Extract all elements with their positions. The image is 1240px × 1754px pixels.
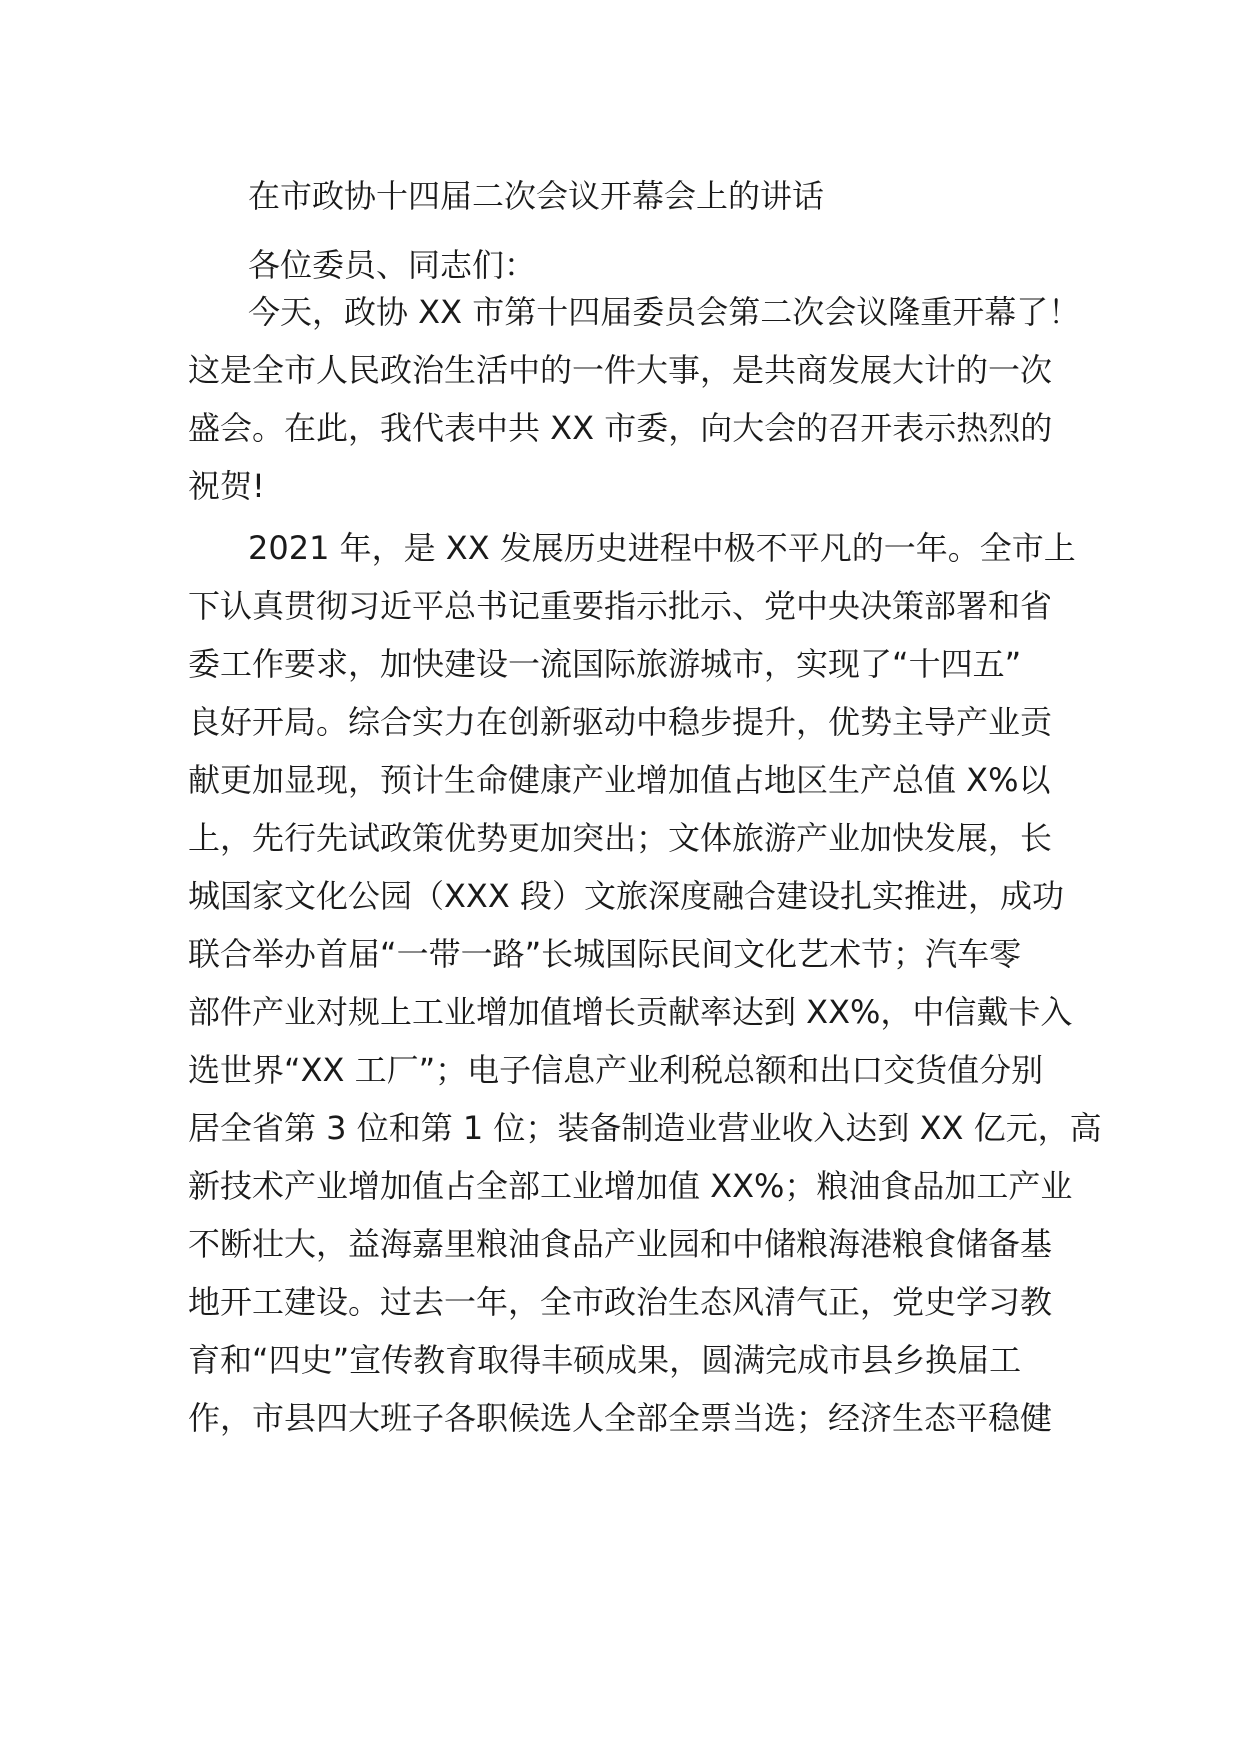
paragraph-2-line: 居全省第 3 位和第 1 位；装备制造业营业收入达到 XX 亿元，高 xyxy=(188,1109,1102,1147)
paragraph-1-line: 盛会。在此，我代表中共 XX 市委，向大会的召开表示热烈的 xyxy=(188,409,1053,447)
paragraph-2-line: 2021 年，是 XX 发展历史进程中极不平凡的一年。全市上 xyxy=(248,529,1076,567)
paragraph-2-line: 城国家文化公园（XXX 段）文旅深度融合建设扎实推进，成功 xyxy=(188,877,1064,915)
paragraph-2-line: 委工作要求，加快建设一流国际旅游城市，实现了“十四五” xyxy=(188,645,1022,683)
paragraph-2-line: 良好开局。综合实力在创新驱动中稳步提升，优势主导产业贡 xyxy=(188,703,1053,741)
paragraph-2-line: 部件产业对规上工业增加值增长贡献率达到 XX%，中信戴卡入 xyxy=(188,993,1073,1031)
paragraph-2-line: 作，市县四大班子各职候选人全部全票当选；经济生态平稳健 xyxy=(188,1399,1053,1437)
paragraph-2-line: 地开工建设。过去一年，全市政治生态风清气正，党史学习教 xyxy=(188,1283,1053,1321)
paragraph-2-line: 献更加显现，预计生命健康产业增加值占地区生产总值 X%以 xyxy=(188,761,1051,799)
paragraph-2-line: 不断壮大，益海嘉里粮油食品产业园和中储粮海港粮食储备基 xyxy=(188,1225,1053,1263)
paragraph-2-line: 上，先行先试政策优势更加突出；文体旅游产业加快发展，长 xyxy=(188,819,1053,857)
paragraph-2-line: 下认真贯彻习近平总书记重要指示批示、党中央决策部署和省 xyxy=(188,587,1053,625)
paragraph-1-line: 这是全市人民政治生活中的一件大事，是共商发展大计的一次 xyxy=(188,351,1053,389)
salutation: 各位委员、同志们： xyxy=(248,246,537,284)
paragraph-1-line: 祝贺! xyxy=(188,467,265,505)
paragraph-2-line: 育和“四史”宣传教育取得丰硕成果，圆满完成市县乡换届工 xyxy=(188,1341,1022,1379)
paragraph-2-line: 联合举办首届“一带一路”长城国际民间文化艺术节；汽车零 xyxy=(188,935,1022,973)
paragraph-2-line: 选世界“XX 工厂”；电子信息产业利税总额和出口交货值分别 xyxy=(188,1051,1044,1089)
paragraph-2-line: 新技术产业增加值占全部工业增加值 XX%；粮油食品加工产业 xyxy=(188,1167,1073,1205)
paragraph-1-line: 今天，政协 XX 市第十四届委员会第二次会议隆重开幕了！ xyxy=(248,293,1081,331)
document-title: 在市政协十四届二次会议开幕会上的讲话 xyxy=(248,177,825,215)
